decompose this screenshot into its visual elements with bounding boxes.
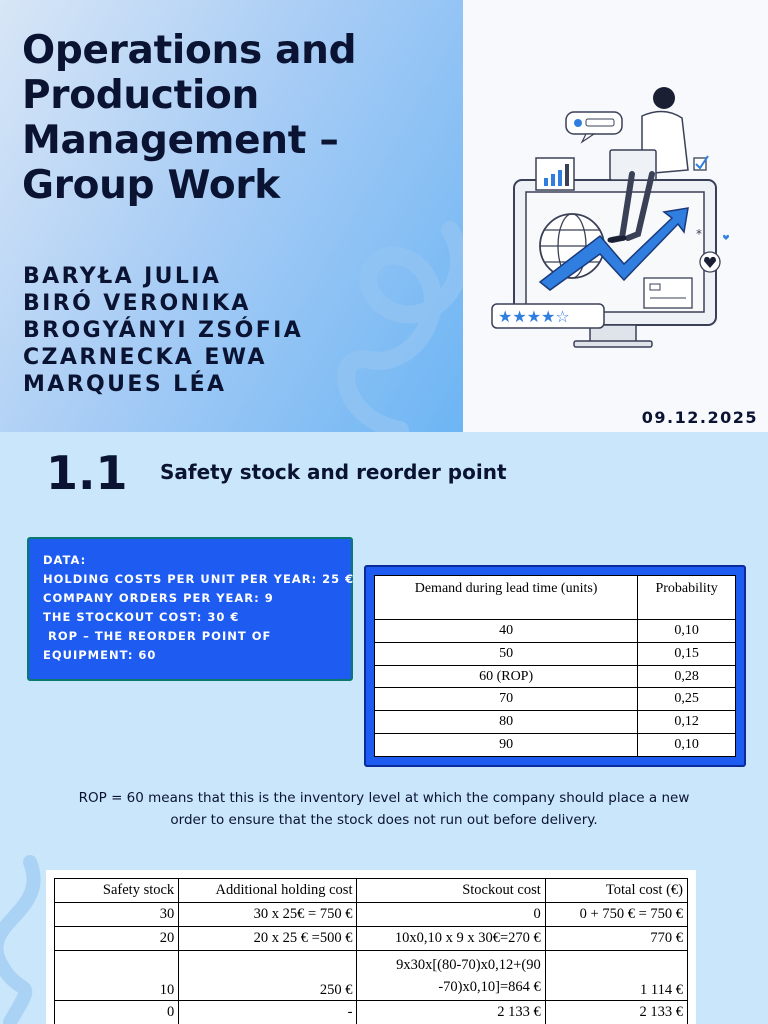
table-cell: 0 + 750 € = 750 € xyxy=(545,903,687,927)
table-row xyxy=(55,927,688,951)
table-cell: 30 xyxy=(55,903,179,927)
table-cell: 0 xyxy=(357,903,545,927)
column-header: Total cost (€) xyxy=(545,879,687,903)
column-header: Additional holding cost xyxy=(179,879,357,903)
title-slide xyxy=(0,0,768,432)
table-row xyxy=(375,642,736,665)
table-cell: 1 114 € xyxy=(545,951,687,1001)
presentation-title xyxy=(22,28,462,208)
author-name: BIRÓ VERONIKA xyxy=(23,291,251,316)
bar-chart-icon xyxy=(536,158,574,190)
probability-table-frame xyxy=(364,565,746,767)
table-cell: 90 xyxy=(375,734,638,757)
chat-bubble-icon xyxy=(566,112,622,142)
table-header-row xyxy=(55,879,688,903)
title-line: Management – xyxy=(22,118,339,163)
title-line: Group Work xyxy=(22,163,280,208)
data-box xyxy=(27,537,353,681)
table-cell: 20 x 25 € =500 € xyxy=(179,927,357,951)
cost-table xyxy=(54,878,688,1024)
table-cell: 250 € xyxy=(179,951,357,1001)
author-list xyxy=(23,263,303,398)
title-line: Operations and xyxy=(22,28,357,73)
table-cell: 0,15 xyxy=(638,642,736,665)
swirl-decoration xyxy=(330,220,463,432)
computer-illustration-icon xyxy=(482,78,742,353)
table-cell: 10 xyxy=(55,951,179,1001)
table-header-row xyxy=(375,576,736,620)
author-name: BROGYÁNYI ZSÓFIA xyxy=(23,318,304,343)
table-cell: 2 133 € xyxy=(545,1001,687,1024)
title-panel xyxy=(0,0,463,432)
rop-explanation: ROP = 60 means that this is the inventory level at which the company should place a new order to ensure that the stock does not run out before delivery. xyxy=(78,790,690,828)
content-slide xyxy=(0,432,768,1024)
data-line: DATA: xyxy=(43,553,87,567)
table-cell: 10x0,10 x 9 x 30€=270 € xyxy=(357,927,545,951)
star-rating-icon xyxy=(492,304,604,328)
probability-table xyxy=(374,575,736,757)
table-row xyxy=(55,1001,688,1024)
table-row xyxy=(375,620,736,643)
author-name: BARYŁA JULIA xyxy=(23,264,222,289)
table-cell: - xyxy=(179,1001,357,1024)
column-header: Safety stock xyxy=(55,879,179,903)
table-row xyxy=(375,665,736,688)
table-cell: 70 xyxy=(375,688,638,711)
table-row xyxy=(375,688,736,711)
table-cell: 80 xyxy=(375,711,638,734)
table-cell: 0 xyxy=(55,1001,179,1024)
presentation-date: 09.12.2025 xyxy=(641,408,758,427)
data-line: ROP – THE REORDER POINT OF xyxy=(43,629,272,643)
table-cell: 20 xyxy=(55,927,179,951)
author-name: MARQUES LÉA xyxy=(23,372,227,397)
table-cell: 2 133 € xyxy=(357,1001,545,1024)
table-cell: 40 xyxy=(375,620,638,643)
table-cell: 30 x 25€ = 750 € xyxy=(179,903,357,927)
data-line: THE STOCKOUT COST: 30 € xyxy=(43,610,240,624)
title-line: Production xyxy=(22,73,259,118)
svg-text:★★★★☆: ★★★★☆ xyxy=(498,307,570,326)
table-cell: 0,10 xyxy=(638,620,736,643)
table-row xyxy=(375,734,736,757)
table-cell: 0,25 xyxy=(638,688,736,711)
table-cell: 0,10 xyxy=(638,734,736,757)
column-header: Demand during lead time (units) xyxy=(375,576,638,620)
section-number: 1.1 xyxy=(46,446,128,500)
svg-text:*: * xyxy=(696,227,702,241)
data-line: HOLDING COSTS PER UNIT PER YEAR: 25 € xyxy=(43,572,355,586)
table-cell: 770 € xyxy=(545,927,687,951)
table-cell: 0,28 xyxy=(638,665,736,688)
column-header: Probability xyxy=(638,576,736,620)
column-header: Stockout cost xyxy=(357,879,545,903)
table-cell: 0,12 xyxy=(638,711,736,734)
table-row xyxy=(375,711,736,734)
data-line: COMPANY ORDERS PER YEAR: 9 xyxy=(43,591,274,605)
table-row xyxy=(55,903,688,927)
section-title: Safety stock and reorder point xyxy=(160,460,507,484)
table-cell: 9x30x[(80-70)x0,12+(90 -70)x0,10]=864 € xyxy=(357,951,545,1001)
cost-table-frame xyxy=(46,870,696,1024)
data-line: EQUIPMENT: 60 xyxy=(43,648,157,662)
table-cell: 50 xyxy=(375,642,638,665)
table-row xyxy=(55,951,688,1001)
author-name: CZARNECKA EWA xyxy=(23,345,267,370)
table-cell: 60 (ROP) xyxy=(375,665,638,688)
